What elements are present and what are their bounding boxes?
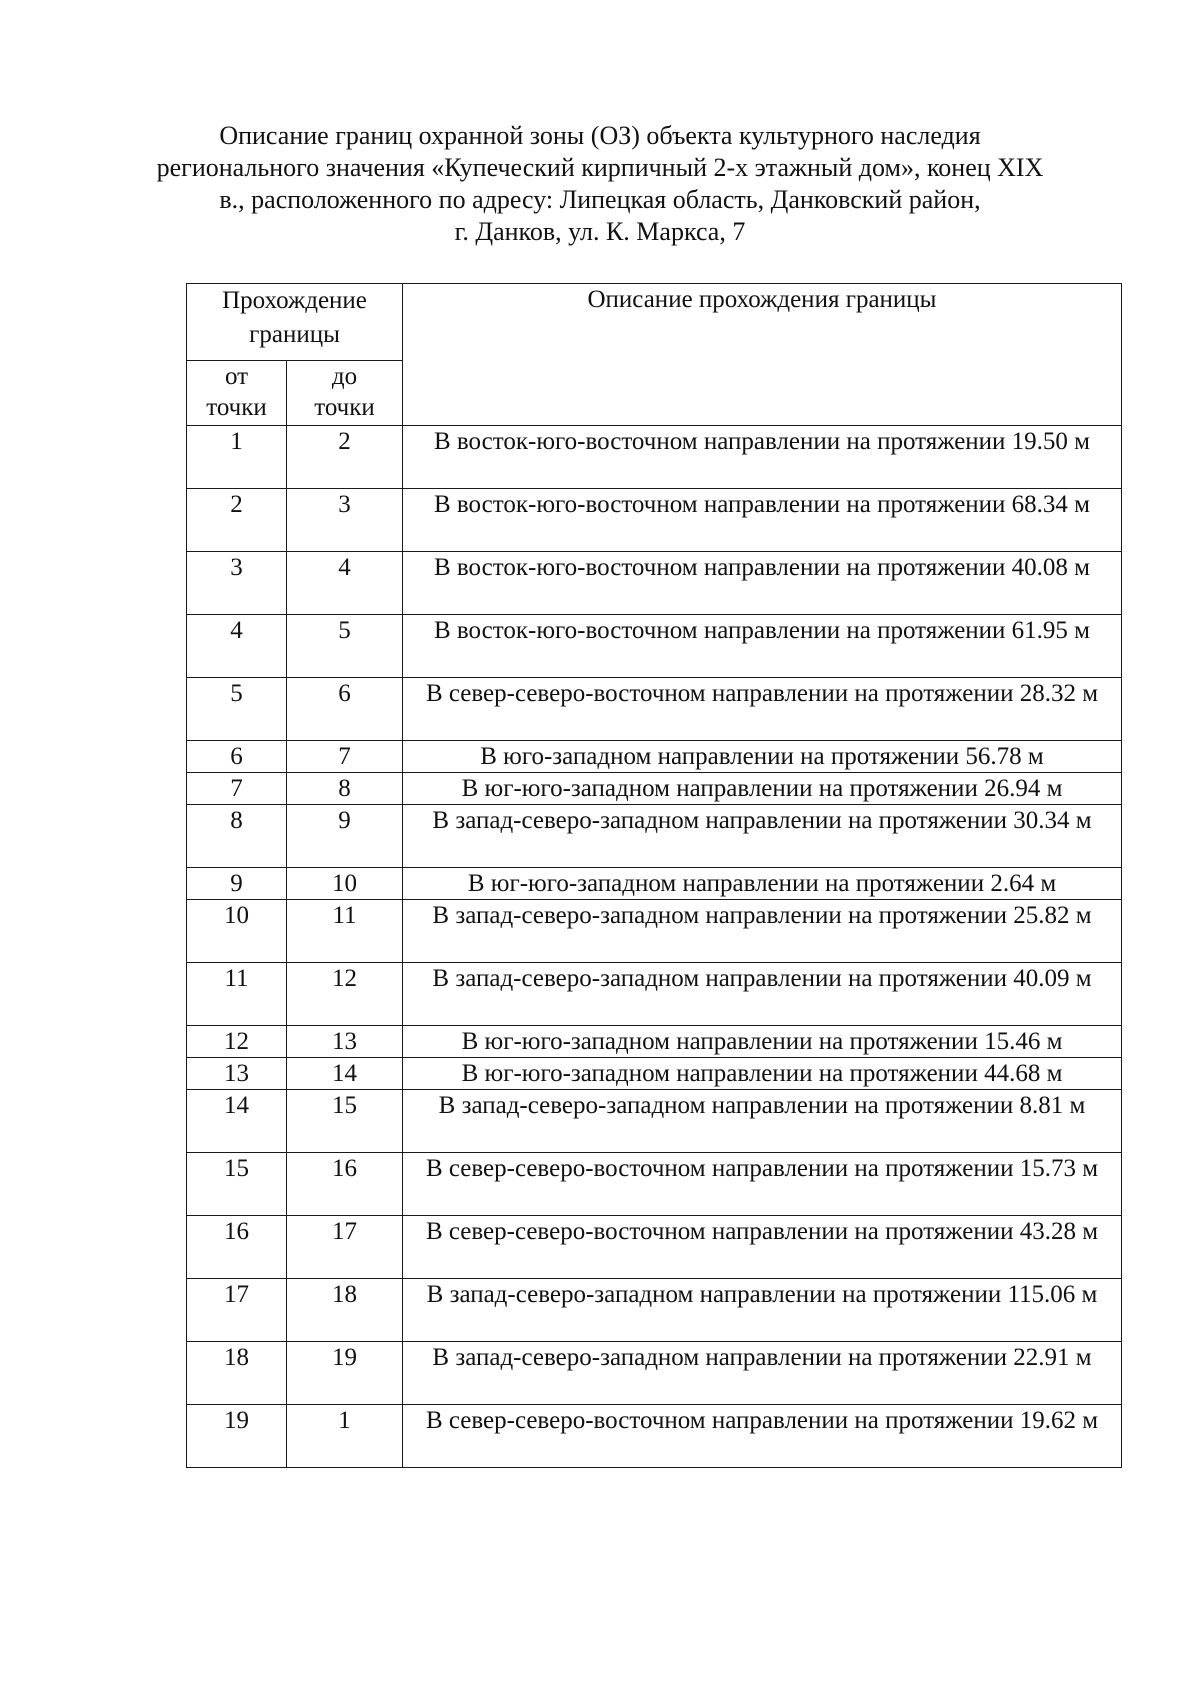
to-point-cell: 19	[287, 1342, 403, 1405]
from-point-cell: 3	[187, 552, 287, 615]
from-point-cell: 14	[187, 1090, 287, 1153]
from-point-cell: 2	[187, 489, 287, 552]
from-point-cell: 11	[187, 963, 287, 1026]
description-cell: В юг-юго-западном направлении на протяжении 2.64 м	[403, 868, 1122, 900]
from-point-cell: 5	[187, 678, 287, 741]
description-cell: В запад-северо-западном направлении на протяжении 40.09 м	[403, 963, 1122, 1026]
table-row	[187, 1216, 1122, 1279]
table-row	[187, 868, 1122, 900]
to-point-cell: 8	[287, 773, 403, 805]
to-point-cell: 10	[287, 868, 403, 900]
title-line: Описание границ охранной зоны (ОЗ) объекта культурного наследия	[219, 121, 981, 150]
from-point-cell: 17	[187, 1279, 287, 1342]
to-point-cell: 11	[287, 900, 403, 963]
to-point-cell: 17	[287, 1216, 403, 1279]
to-point-cell: 1	[287, 1405, 403, 1468]
from-point-cell: 12	[187, 1026, 287, 1058]
table-row	[187, 1090, 1122, 1153]
description-cell: В восток-юго-восточном направлении на протяжении 68.34 м	[403, 489, 1122, 552]
table-header	[187, 284, 1122, 426]
header-to-point	[287, 361, 403, 426]
description-cell: В запад-северо-западном направлении на протяжении 22.91 м	[403, 1342, 1122, 1405]
description-cell: В запад-северо-западном направлении на протяжении 25.82 м	[403, 900, 1122, 963]
description-cell: В восток-юго-восточном направлении на протяжении 40.08 м	[403, 552, 1122, 615]
to-point-cell: 14	[287, 1058, 403, 1090]
title-line: в., расположенного по адресу: Липецкая область, Данковский район,	[219, 185, 981, 214]
header-from-line: от	[224, 363, 249, 390]
header-passage	[187, 284, 403, 361]
header-to-line: точки	[314, 394, 375, 421]
to-point-cell: 9	[287, 805, 403, 868]
from-point-cell: 13	[187, 1058, 287, 1090]
description-cell: В юг-юго-западном направлении на протяжении 15.46 м	[403, 1026, 1122, 1058]
table-row	[187, 1279, 1122, 1342]
header-to-line: до	[331, 363, 358, 390]
from-point-cell: 7	[187, 773, 287, 805]
description-cell: В запад-северо-западном направлении на протяжении 8.81 м	[403, 1090, 1122, 1153]
table-row	[187, 678, 1122, 741]
to-point-cell: 12	[287, 963, 403, 1026]
from-point-cell: 8	[187, 805, 287, 868]
header-description: Описание прохождения границы	[403, 284, 1122, 426]
from-point-cell: 18	[187, 1342, 287, 1405]
to-point-cell: 3	[287, 489, 403, 552]
header-from-line: точки	[206, 394, 267, 421]
header-from-point	[187, 361, 287, 426]
description-cell: В север-северо-восточном направлении на протяжении 43.28 м	[403, 1216, 1122, 1279]
to-point-cell: 16	[287, 1153, 403, 1216]
table-row	[187, 1153, 1122, 1216]
header-passage-line: Прохождение	[222, 287, 367, 314]
from-point-cell: 10	[187, 900, 287, 963]
table-body	[187, 426, 1122, 1468]
to-point-cell: 18	[287, 1279, 403, 1342]
from-point-cell: 1	[187, 426, 287, 489]
table-row	[187, 741, 1122, 773]
from-point-cell: 16	[187, 1216, 287, 1279]
table-row	[187, 426, 1122, 489]
table-row	[187, 489, 1122, 552]
from-point-cell: 15	[187, 1153, 287, 1216]
header-passage-line: границы	[249, 321, 340, 348]
document-title	[150, 120, 1050, 248]
to-point-cell: 5	[287, 615, 403, 678]
description-cell: В юг-юго-западном направлении на протяжении 44.68 м	[403, 1058, 1122, 1090]
description-cell: В запад-северо-западном направлении на протяжении 30.34 м	[403, 805, 1122, 868]
description-cell: В север-северо-восточном направлении на протяжении 15.73 м	[403, 1153, 1122, 1216]
to-point-cell: 13	[287, 1026, 403, 1058]
description-cell: В восток-юго-восточном направлении на протяжении 19.50 м	[403, 426, 1122, 489]
table-row	[187, 1405, 1122, 1468]
table-row	[187, 773, 1122, 805]
table-row	[187, 615, 1122, 678]
title-line: регионального значения «Купеческий кирпичный 2-х этажный дом», конец XIX	[156, 153, 1044, 182]
title-line: г. Данков, ул. К. Маркса, 7	[454, 217, 746, 246]
table-row	[187, 963, 1122, 1026]
table-row	[187, 1058, 1122, 1090]
from-point-cell: 4	[187, 615, 287, 678]
table-row	[187, 552, 1122, 615]
description-cell: В север-северо-восточном направлении на протяжении 28.32 м	[403, 678, 1122, 741]
table-row	[187, 1026, 1122, 1058]
table-row	[187, 1342, 1122, 1405]
description-cell: В юг-юго-западном направлении на протяжении 26.94 м	[403, 773, 1122, 805]
to-point-cell: 4	[287, 552, 403, 615]
from-point-cell: 19	[187, 1405, 287, 1468]
from-point-cell: 9	[187, 868, 287, 900]
description-cell: В восток-юго-восточном направлении на протяжении 61.95 м	[403, 615, 1122, 678]
boundary-table	[186, 283, 1122, 1468]
from-point-cell: 6	[187, 741, 287, 773]
to-point-cell: 6	[287, 678, 403, 741]
to-point-cell: 7	[287, 741, 403, 773]
description-cell: В север-северо-восточном направлении на протяжении 19.62 м	[403, 1405, 1122, 1468]
table-row	[187, 900, 1122, 963]
table-row	[187, 805, 1122, 868]
description-cell: В запад-северо-западном направлении на протяжении 115.06 м	[403, 1279, 1122, 1342]
to-point-cell: 2	[287, 426, 403, 489]
description-cell: В юго-западном направлении на протяжении 56.78 м	[403, 741, 1122, 773]
to-point-cell: 15	[287, 1090, 403, 1153]
